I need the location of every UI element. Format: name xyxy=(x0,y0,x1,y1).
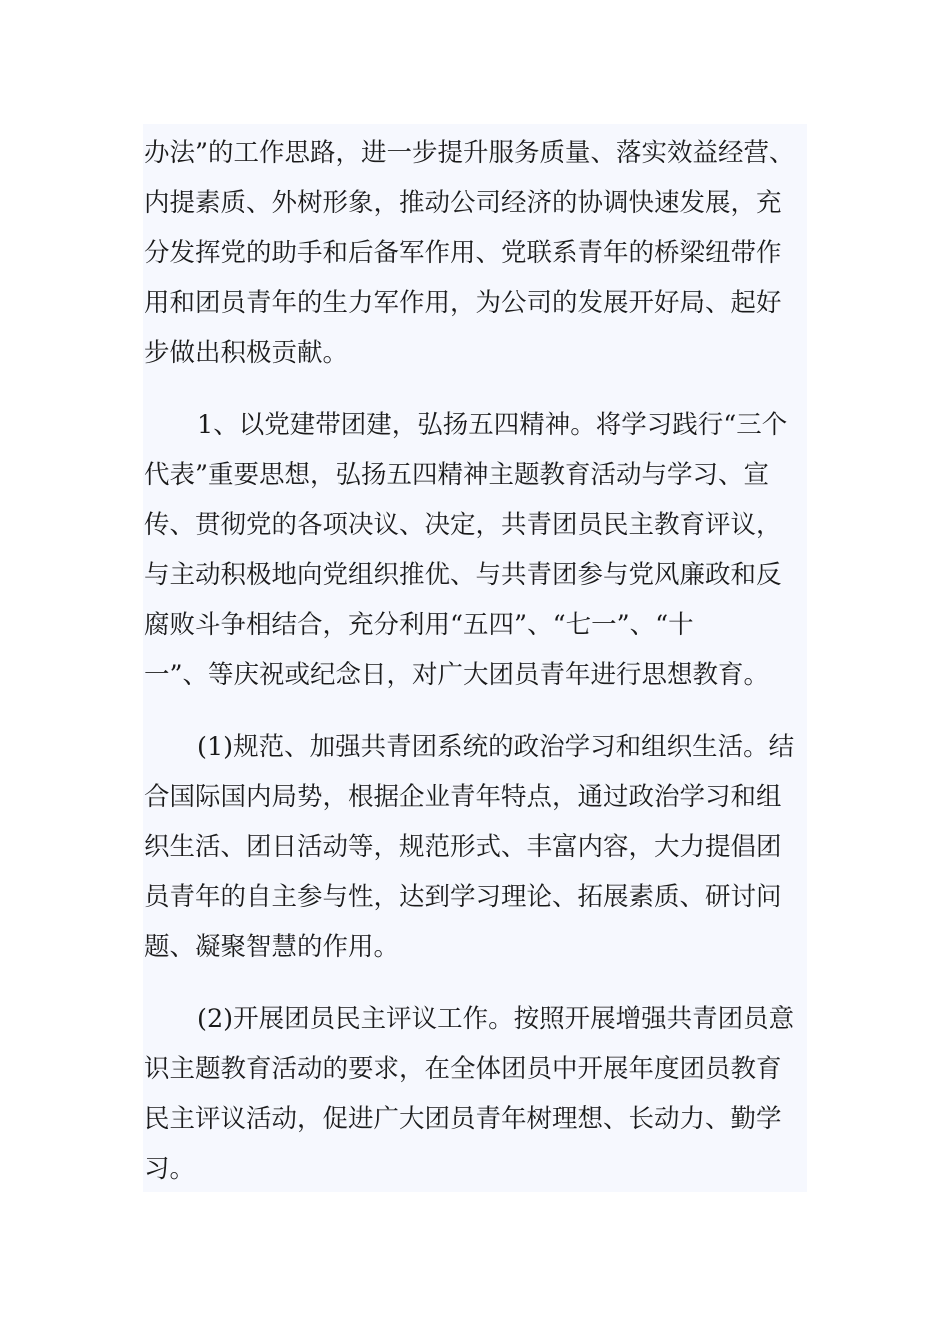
paragraph-line: 习。 xyxy=(144,1154,196,1184)
paragraph-line: 腐败斗争相结合，充分利用“五四”、“七一”、“十 xyxy=(144,610,694,640)
paragraph-line: (2)开展团员民主评议工作。按照开展增强共青团员意 xyxy=(197,1004,795,1034)
paragraph-line: 识主题教育活动的要求，在全体团员中开展年度团员教育 xyxy=(144,1054,782,1084)
paragraph-line: 题、凝聚智慧的作用。 xyxy=(144,932,400,962)
paragraph-line: 与主动积极地向党组织推优、与共青团参与党风廉政和反 xyxy=(144,560,782,590)
paragraph-line: 合国际国内局势，根据企业青年特点，通过政治学习和组 xyxy=(144,782,782,812)
paragraph-line: 一”、等庆祝或纪念日，对广大团员青年进行思想教育。 xyxy=(144,660,770,690)
paragraph-line: 内提素质、外树形象，推动公司经济的协调快速发展，充 xyxy=(144,188,782,218)
paragraph-line: 用和团员青年的生力军作用，为公司的发展开好局、起好 xyxy=(144,288,782,318)
paragraph-line: 办法”的工作思路，进一步提升服务质量、落实效益经营、 xyxy=(144,138,795,168)
paragraph-line: 1、以党建带团建，弘扬五四精神。将学习践行“三个 xyxy=(197,410,788,440)
paragraph-line: 代表”重要思想，弘扬五四精神主题教育活动与学习、宣 xyxy=(144,460,770,490)
paragraph-line: 步做出积极贡献。 xyxy=(144,338,349,368)
paragraph-line: 分发挥党的助手和后备军作用、党联系青年的桥梁纽带作 xyxy=(144,238,782,268)
paragraph-line: 民主评议活动，促进广大团员青年树理想、长动力、勤学 xyxy=(144,1104,782,1134)
paragraph-line: 员青年的自主参与性，达到学习理论、拓展素质、研讨问 xyxy=(144,882,782,912)
paragraph-line: 织生活、团日活动等，规范形式、丰富内容，大力提倡团 xyxy=(144,832,782,862)
paragraph-line: (1)规范、加强共青团系统的政治学习和组织生活。结 xyxy=(197,732,795,762)
paragraph-line: 传、贯彻党的各项决议、决定，共青团员民主教育评议， xyxy=(144,510,782,540)
document-page-body xyxy=(143,124,807,1192)
